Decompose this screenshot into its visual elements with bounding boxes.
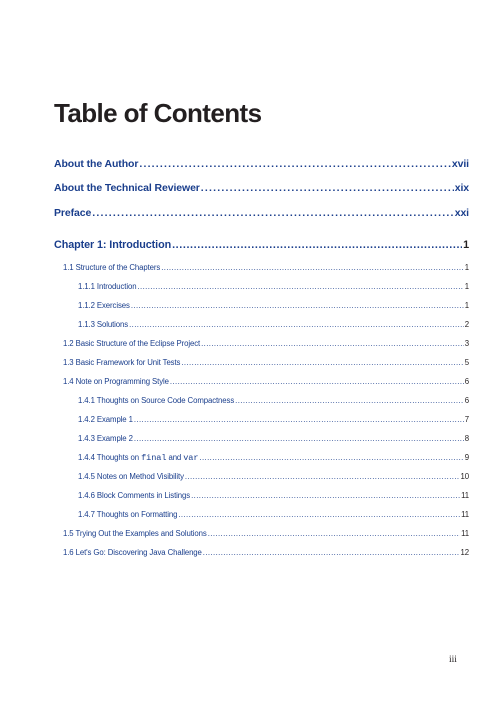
toc-entry-page: 7 [464, 415, 469, 424]
dot-leader [203, 548, 460, 557]
toc-entry-label: 1.1.3 Solutions [78, 320, 129, 329]
toc-entry-page: 5 [464, 358, 469, 367]
toc-entry-page: 12 [460, 548, 469, 557]
toc-entry-page: 1 [464, 301, 469, 310]
toc-entry-page: xxi [454, 207, 469, 219]
toc-entry-page: 11 [461, 510, 469, 519]
toc-entry-subsection[interactable] [78, 282, 469, 291]
dot-leader [129, 320, 464, 329]
toc-entry-label: Preface [54, 207, 92, 219]
toc-entry-about-author[interactable] [54, 158, 469, 170]
toc-entry-label: 1.1 Structure of the Chapters [63, 263, 161, 272]
toc-entry-section[interactable] [63, 339, 469, 348]
toc-entry-page: 10 [460, 472, 469, 481]
toc-entry-subsection[interactable] [78, 453, 469, 463]
toc-entry-about-reviewer[interactable] [54, 182, 469, 194]
toc-entry-subsection[interactable] [78, 415, 469, 424]
dot-leader [201, 182, 454, 194]
dot-leader [185, 472, 460, 481]
toc-entry-label: Chapter 1: Introduction [54, 239, 172, 251]
toc-entry-label: 1.1.1 Introduction [78, 282, 137, 291]
toc-entry-label: 1.4.5 Notes on Method Visibility [78, 472, 184, 481]
dot-leader [170, 377, 464, 386]
toc-entry-preface[interactable] [54, 207, 469, 219]
toc-entry-page: 3 [464, 339, 469, 348]
dot-leader [92, 207, 453, 219]
toc-entry-section[interactable] [63, 548, 469, 557]
toc-entry-label: 1.6 Let's Go: Discovering Java Challenge [63, 548, 202, 557]
code-keyword: var [183, 453, 199, 463]
toc-entry-label: 1.1.2 Exercises [78, 301, 130, 310]
toc-entry-subsection[interactable] [78, 396, 469, 405]
toc-entry-page: xix [454, 182, 469, 194]
dot-leader [131, 301, 464, 310]
dot-leader [134, 415, 464, 424]
toc-entry-page: xvii [451, 158, 469, 170]
toc-entry-label: 1.4 Note on Programming Style [63, 377, 169, 386]
label-text: 1.4.4 Thoughts on [78, 453, 142, 462]
toc-entry-section[interactable] [63, 358, 469, 367]
dot-leader [181, 358, 463, 367]
toc-entry-subsection[interactable] [78, 320, 469, 329]
toc-entry-section[interactable] [63, 263, 469, 272]
toc-entry-page: 11 [461, 529, 469, 538]
toc-entry-subsection[interactable] [78, 491, 469, 500]
toc-entry-label: About the Technical Reviewer [54, 182, 200, 194]
toc-entry-subsection[interactable] [78, 510, 469, 519]
page-number: iii [449, 655, 457, 665]
toc-entry-label: 1.4.1 Thoughts on Source Code Compactness [78, 396, 235, 405]
toc-entry-section[interactable] [63, 529, 469, 538]
dot-leader [208, 529, 460, 538]
toc-entry-label: 1.2 Basic Structure of the Eclipse Project [63, 339, 201, 348]
toc-entry-chapter-1[interactable] [54, 239, 469, 251]
page-title: Table of Contents [54, 98, 262, 128]
dot-leader [172, 239, 462, 251]
dot-leader [161, 263, 464, 272]
toc-entry-subsection[interactable] [78, 472, 469, 481]
toc-entry-page: 6 [464, 396, 469, 405]
toc-entry-page: 9 [464, 453, 469, 462]
toc-entry-page: 6 [464, 377, 469, 386]
dot-leader [191, 491, 460, 500]
toc-entry-label: 1.4.2 Example 1 [78, 415, 133, 424]
toc-entry-page: 2 [464, 320, 469, 329]
dot-leader [235, 396, 464, 405]
toc-entry-page: 1 [464, 263, 469, 272]
toc-entry-page: 1 [464, 282, 469, 291]
toc-entry-subsection[interactable] [78, 434, 469, 443]
toc-entry-label [78, 453, 198, 463]
dot-leader [137, 282, 463, 291]
toc-entry-subsection[interactable] [78, 301, 469, 310]
dot-leader [178, 510, 460, 519]
dot-leader [201, 339, 464, 348]
label-text: and [166, 453, 184, 462]
toc-entry-label: 1.4.3 Example 2 [78, 434, 133, 443]
dot-leader [134, 434, 464, 443]
toc-entry-section[interactable] [63, 377, 469, 386]
toc-entry-label: 1.4.6 Block Comments in Listings [78, 491, 191, 500]
toc-entry-label: 1.5 Trying Out the Examples and Solutions [63, 529, 207, 538]
dot-leader [139, 158, 451, 170]
code-keyword: final [141, 453, 167, 463]
toc-entry-label: 1.4.7 Thoughts on Formatting [78, 510, 178, 519]
toc-entry-label: About the Author [54, 158, 139, 170]
dot-leader [199, 453, 463, 462]
toc-entry-page: 8 [464, 434, 469, 443]
toc-entry-page: 11 [461, 491, 469, 500]
toc-entry-page: 1 [463, 239, 469, 251]
toc-entry-label: 1.3 Basic Framework for Unit Tests [63, 358, 181, 367]
